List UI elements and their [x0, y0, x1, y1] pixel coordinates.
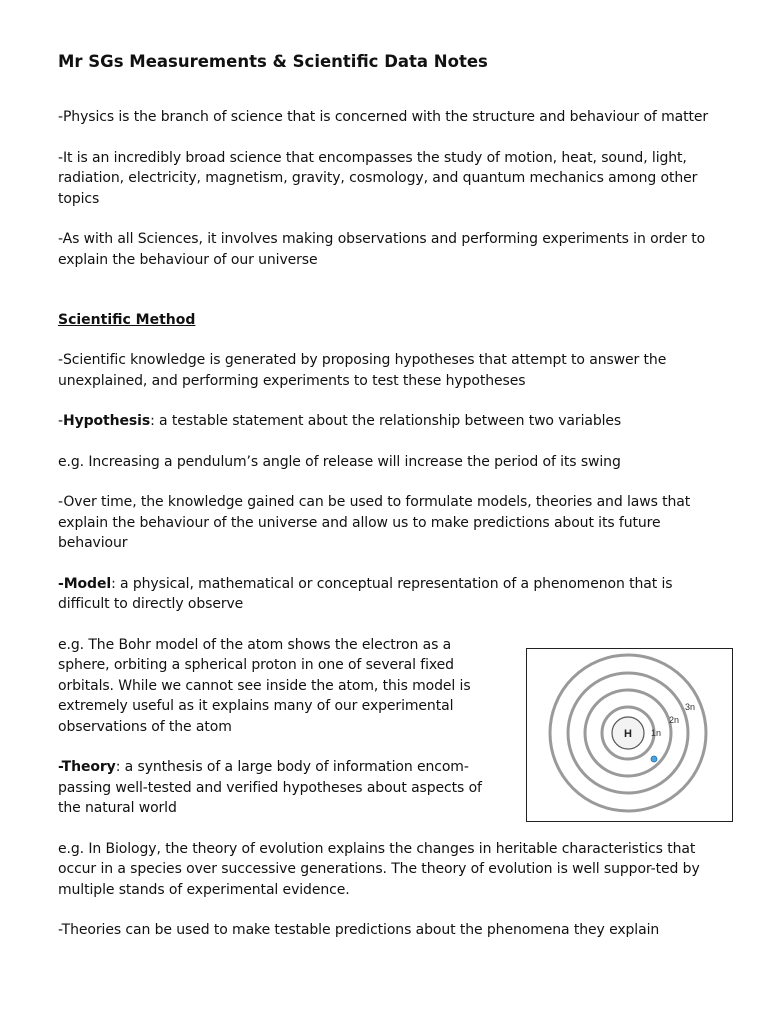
intro-paragraph-1: -Physics is the branch of science that is concerned with the structure and behaviour of matter: [58, 109, 709, 125]
model-definition: [58, 574, 718, 615]
model-example: e.g. The Bohr model of the atom shows the electron as a sphere, orbiting a spherical proton in one of several fixed orbitals. While we cannot see inside the atom, this model is extremely useful as it explains many of our experimental observations of the atom: [58, 636, 471, 735]
hypothesis-example: e.g. Increasing a pendulum’s angle of release will increase the period of its swing: [58, 453, 621, 470]
electron: [651, 756, 657, 762]
intro-paragraph-2: -It is an incredibly broad science that encompasses the study of motion, heat, sound, light, radiation, electricity, magnetism, gravity, cosmology, and quantum mechanics among other topics: [58, 149, 698, 207]
bohr-model-diagram: [526, 648, 733, 822]
knowledge-paragraph: -Scientific knowledge is generated by proposing hypotheses that attempt to answer the unexplained, and performing experiments to test these hypotheses: [58, 352, 667, 389]
predictions-paragraph: -Theories can be used to make testable predictions about the phenomena they explain: [58, 922, 660, 938]
theory-definition: [58, 757, 503, 819]
orbit-label-1n: 1n: [651, 728, 662, 738]
hypothesis-term: Hypothesis: [62, 413, 151, 429]
hypothesis-prefix: -: [58, 413, 63, 429]
intro-paragraph-3: -As with all Sciences, it involves making observations and performing experiments in order to explain the behaviour of our universe: [58, 231, 706, 268]
nucleus-label: H: [624, 728, 632, 740]
bohr-model-svg: [527, 649, 732, 821]
theory-example: e.g. In Biology, the theory of evolution explains the changes in heritable characteristics that occur in a species over successive generations. The theory of evolution is well suppor-ted by multiple stands of experimental evidence.: [58, 840, 700, 898]
section-heading-scientific-method: Scientific Method: [58, 312, 196, 328]
theory-text: : a synthesis of a large body of information encom-passing well-tested and verified hypotheses about aspects of the natural world: [58, 759, 482, 816]
model-term: -Model: [58, 575, 112, 592]
orbit-label-3n: 3n: [685, 702, 696, 712]
hypothesis-definition: [58, 411, 718, 432]
document-title: Mr SGs Measurements & Scientific Data Notes: [58, 52, 488, 71]
over-time-paragraph: -Over time, the knowledge gained can be used to formulate models, theories and laws that explain the behaviour of the universe and allow us to make predictions about its future behaviour: [58, 494, 691, 551]
hypothesis-text: : a testable statement about the relationship between two variables: [150, 413, 622, 429]
theory-term: -Theory: [58, 759, 116, 775]
orbit-label-2n: 2n: [669, 715, 680, 725]
model-text: : a physical, mathematical or conceptual representation of a phenomenon that is difficult to directly observe: [58, 575, 673, 612]
